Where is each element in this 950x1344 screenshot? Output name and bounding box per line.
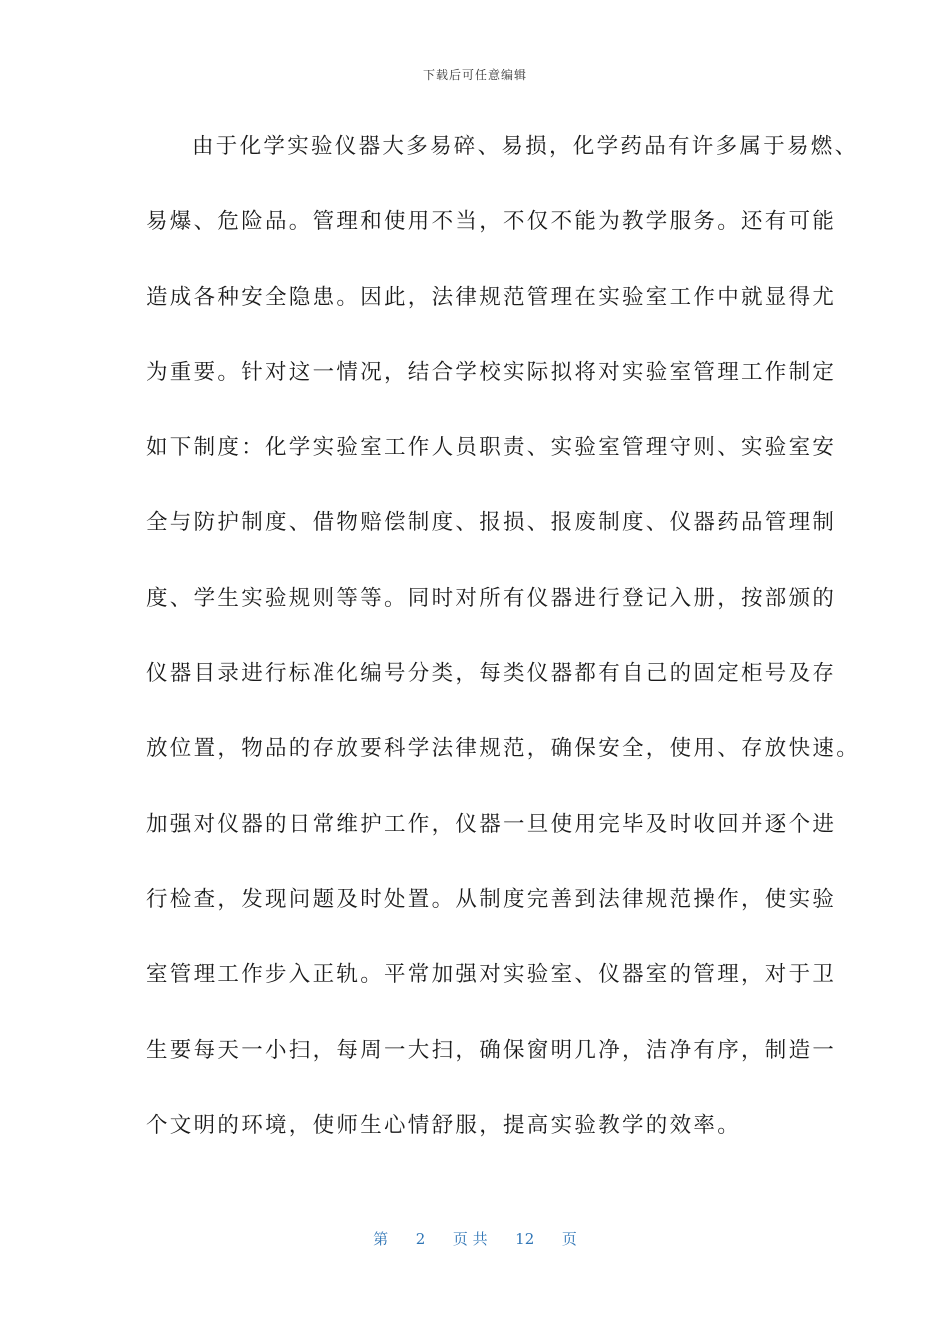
text-line: 加强对仪器的日常维护工作，仪器一旦使用完毕及时收回并逐个进 <box>146 811 837 837</box>
text-line: 由于化学实验仪器大多易碎、易损，化学药品有许多属于易燃、 <box>192 134 859 159</box>
text-line: 室管理工作步入正轨。平常加强对实验室、仪器室的管理，对于卫 <box>146 962 837 988</box>
body-paragraph <box>146 127 861 1181</box>
page-number-prefix: 第 <box>373 1230 389 1248</box>
text-line: 仪器目录进行标准化编号分类，每类仪器都有自己的固定柜号及存 <box>146 661 837 687</box>
page-footer <box>0 1228 950 1249</box>
total-pages-number: 12 <box>515 1230 535 1248</box>
text-line: 行检查，发现问题及时处置。从制度完善到法律规范操作，使实验 <box>146 886 837 912</box>
text-line: 度、学生实验规则等等。同时对所有仪器进行登记入册，按部颁的 <box>146 585 837 611</box>
text-line: 全与防护制度、借物赔偿制度、报损、报废制度、仪器药品管理制 <box>146 510 837 536</box>
text-line: 放位置，物品的存放要科学法律规范，确保安全，使用、存放快速。 <box>146 736 861 762</box>
page-header: 下载后可任意编辑 <box>422 68 527 82</box>
text-line: 生要每天一小扫，每周一大扫，确保窗明几净，洁净有序，制造一 <box>146 1037 837 1063</box>
text-line: 造成各种安全隐患。因此，法律规范管理在实验室工作中就显得尤 <box>146 284 837 310</box>
page-number-suffix: 页 <box>561 1230 577 1248</box>
text-line: 个文明的环境，使师生心情舒服，提高实验教学的效率。 <box>146 1112 742 1138</box>
current-page-number: 2 <box>415 1230 426 1248</box>
text-line: 易爆、危险品。管理和使用不当，不仅不能为教学服务。还有可能 <box>146 209 837 235</box>
text-line: 如下制度：化学实验室工作人员职责、实验室管理守则、实验室安 <box>146 435 837 461</box>
text-line: 为重要。针对这一情况，结合学校实际拟将对实验室管理工作制定 <box>146 359 837 385</box>
page-number-middle: 页 共 <box>452 1230 488 1248</box>
